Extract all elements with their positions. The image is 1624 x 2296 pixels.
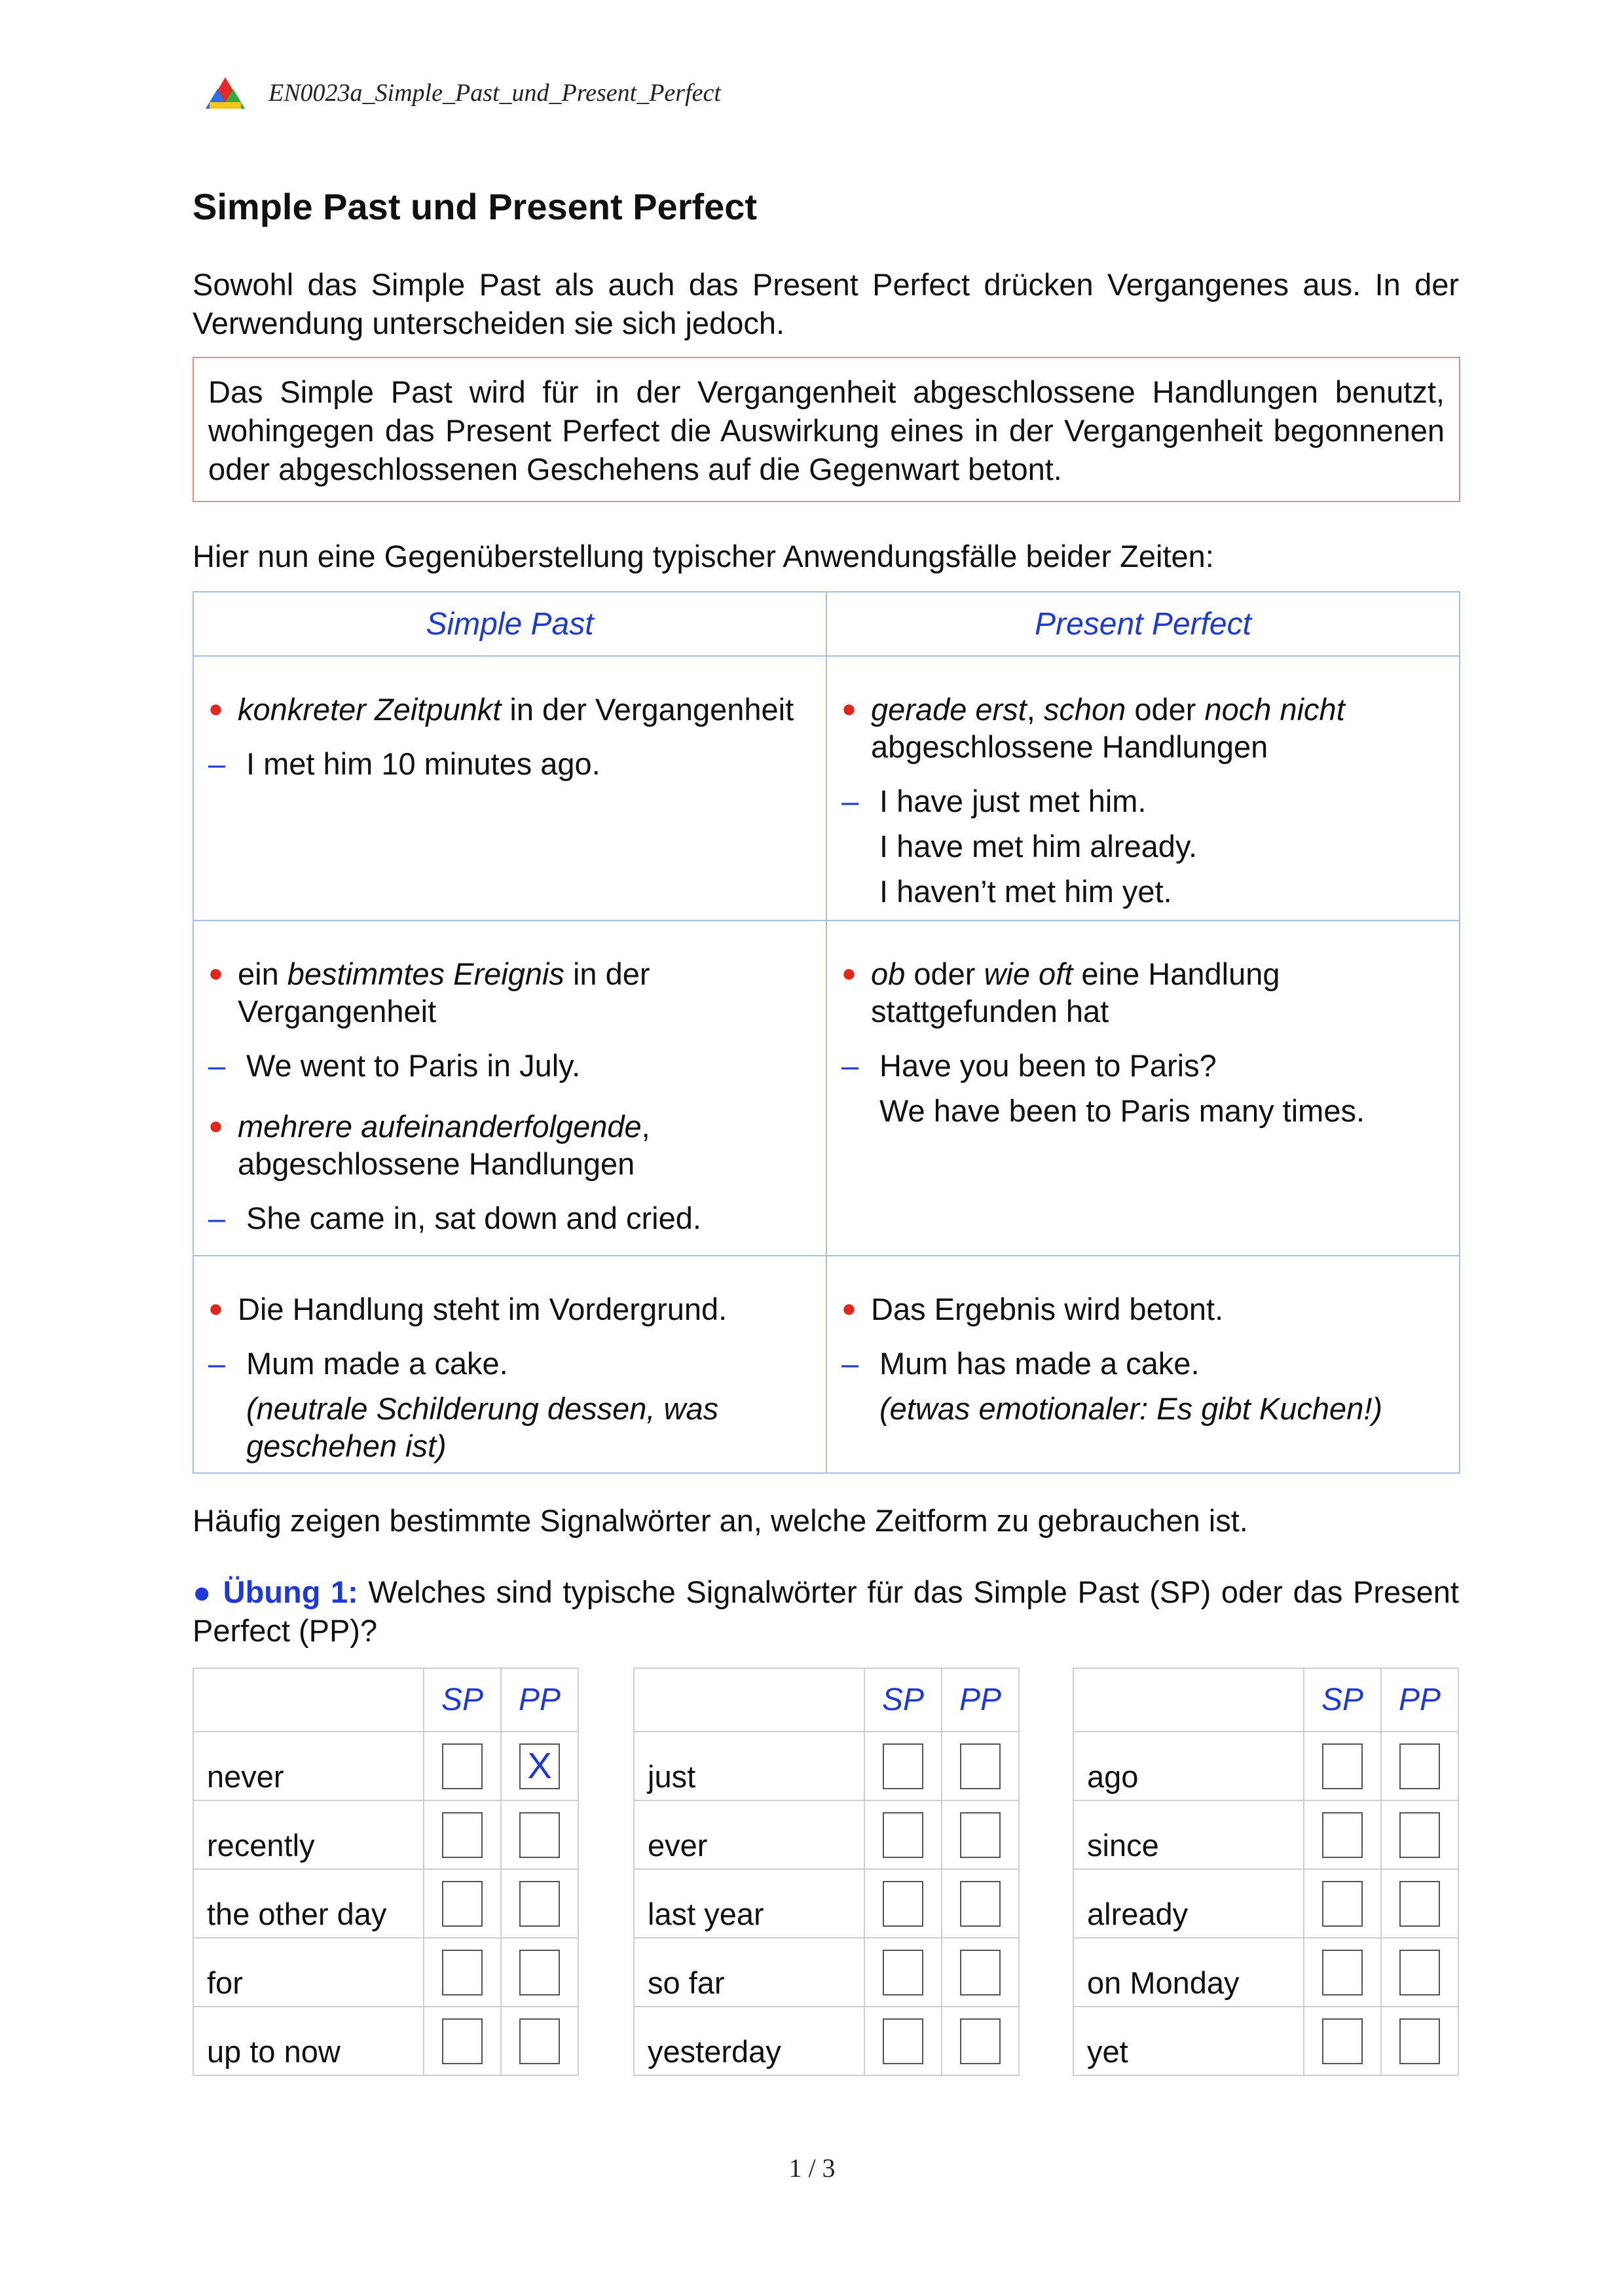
pp-checkbox[interactable] xyxy=(960,1812,1001,1858)
signal-word: already xyxy=(1073,1869,1304,1938)
example: – I have just met him. I have met him already. I haven’t met him yet. xyxy=(841,778,1445,914)
table-row xyxy=(634,1732,1019,1800)
sp-checkbox[interactable] xyxy=(1322,1743,1363,1789)
usage-rule: ● gerade erst, schon oder noch nicht abgeschlossene Handlungen xyxy=(841,692,1345,764)
column-header-simple-past: Simple Past xyxy=(193,592,826,656)
table-row xyxy=(193,1869,578,1938)
dash-icon: – xyxy=(208,1346,226,1381)
sp-checkbox[interactable] xyxy=(442,1950,483,1995)
dash-icon: – xyxy=(841,1346,859,1381)
signal-word: ago xyxy=(1073,1732,1304,1800)
bullet-icon: ● xyxy=(208,1295,223,1322)
table-row xyxy=(634,1938,1019,2007)
bullet-icon: ● xyxy=(208,960,223,987)
usage-rule: ● ob oder wie oft eine Handlung stattgefunden hat xyxy=(841,957,1280,1029)
signal-word: last year xyxy=(634,1869,864,1938)
pp-checkbox[interactable] xyxy=(1399,1743,1440,1789)
usage-rule: ● ein bestimmtes Ereignis in der Vergangenheit xyxy=(208,957,650,1029)
sp-checkbox[interactable] xyxy=(1322,1812,1363,1858)
table-row xyxy=(193,1800,578,1869)
pp-checkbox[interactable] xyxy=(960,1881,1001,1927)
sp-checkbox[interactable] xyxy=(883,1812,923,1858)
pp-checkbox[interactable] xyxy=(960,2018,1001,2064)
empty-header xyxy=(193,1668,424,1732)
intro-paragraph: Sowohl das Simple Past als auch das Present Perfect drücken Vergangenes aus. In der Verwendung unterscheiden sie sich jedoch. xyxy=(193,267,1459,340)
signal-word: yet xyxy=(1073,2007,1304,2075)
sp-checkbox[interactable] xyxy=(442,1812,483,1858)
comparison-cell xyxy=(826,920,1460,1256)
column-header-present-perfect: Present Perfect xyxy=(826,592,1460,656)
pp-checkbox[interactable] xyxy=(1399,1812,1440,1858)
usage-rule: ● Das Ergebnis wird betont. xyxy=(841,1292,1224,1326)
signal-word: recently xyxy=(193,1800,424,1869)
column-header-sp: SP xyxy=(424,1668,501,1732)
signal-word: ever xyxy=(634,1800,864,1869)
bullet-icon: ● xyxy=(841,960,857,987)
exercise-instruction: ● Übung 1: Welches sind typische Signalwörter für das Simple Past (SP) oder das Present Perfect (PP)? xyxy=(193,1575,1459,1648)
sp-checkbox[interactable] xyxy=(883,2018,923,2064)
signal-word-table xyxy=(1073,1667,1459,2076)
table-row xyxy=(634,1869,1019,1938)
comparison-cell xyxy=(826,1256,1460,1473)
signal-word: so far xyxy=(634,1938,864,2007)
pp-checkbox[interactable]: X xyxy=(519,1743,560,1789)
example: – I met him 10 minutes ago. xyxy=(208,741,811,786)
dash-icon: – xyxy=(841,1048,859,1083)
example: – Mum has made a cake. (etwas emotionaler: Es gibt Kuchen!) xyxy=(841,1341,1445,1427)
sp-checkbox[interactable] xyxy=(883,1743,923,1789)
comparison-intro: Hier nun eine Gegenüberstellung typischer Anwendungsfälle beider Zeiten: xyxy=(193,539,1214,574)
signal-word: yesterday xyxy=(634,2007,864,2075)
comparison-cell xyxy=(193,656,826,920)
signal-word-table xyxy=(193,1667,579,2076)
pp-checkbox[interactable] xyxy=(519,2018,560,2064)
pp-checkbox[interactable] xyxy=(1399,1950,1440,1995)
pp-checkbox[interactable] xyxy=(519,1812,560,1858)
example: – Have you been to Paris? We have been to Paris many times. xyxy=(841,1043,1445,1133)
pp-checkbox[interactable] xyxy=(960,1743,1001,1789)
signal-words-intro: Häufig zeigen bestimmte Signalwörter an, welche Zeitform zu gebrauchen ist. xyxy=(193,1503,1248,1538)
usage-rule: ● Die Handlung steht im Vordergrund. xyxy=(208,1292,728,1326)
page-number: 1 / 3 xyxy=(788,2153,836,2183)
sp-checkbox[interactable] xyxy=(442,1743,483,1789)
bullet-icon: ● xyxy=(208,1112,223,1140)
definition-box xyxy=(193,357,1460,502)
usage-rule: ● mehrere aufeinanderfolgende, abgeschlossene Handlungen xyxy=(208,1109,650,1181)
example: – We went to Paris in July. xyxy=(208,1043,811,1088)
comparison-cell xyxy=(826,656,1460,920)
column-header-sp: SP xyxy=(864,1668,942,1732)
usage-rule: ● konkreter Zeitpunkt in der Vergangenheit xyxy=(208,692,794,727)
page-title: Simple Past und Present Perfect xyxy=(193,186,758,227)
table-row xyxy=(634,1800,1019,1869)
pp-checkbox[interactable] xyxy=(519,1950,560,1995)
pp-checkbox[interactable] xyxy=(960,1950,1001,1995)
column-header-sp: SP xyxy=(1304,1668,1381,1732)
sp-checkbox[interactable] xyxy=(1322,1881,1363,1927)
table-row xyxy=(1073,1800,1458,1869)
example: – She came in, sat down and cried. xyxy=(208,1195,811,1241)
dash-icon: – xyxy=(208,1201,226,1235)
bullet-icon: ● xyxy=(208,695,223,723)
signal-word: since xyxy=(1073,1800,1304,1869)
table-row xyxy=(193,2007,578,2075)
sp-checkbox[interactable] xyxy=(883,1881,923,1927)
sp-checkbox[interactable] xyxy=(1322,1950,1363,1995)
column-header-pp: PP xyxy=(501,1668,578,1732)
table-row xyxy=(634,2007,1019,2075)
pp-checkbox[interactable] xyxy=(519,1881,560,1927)
table-row xyxy=(1073,1938,1458,2007)
table-row xyxy=(1073,1732,1458,1800)
table-row xyxy=(1073,2007,1458,2075)
signal-word: on Monday xyxy=(1073,1938,1304,2007)
exercise-label: ● Übung 1: xyxy=(193,1575,358,1609)
column-header-pp: PP xyxy=(1381,1668,1458,1732)
comparison-cell xyxy=(193,1256,826,1473)
signal-word: just xyxy=(634,1732,864,1800)
comparison-cell xyxy=(193,920,826,1256)
signal-word: for xyxy=(193,1938,424,2007)
table-row xyxy=(193,1938,578,2007)
signal-word: never xyxy=(193,1732,424,1800)
dash-icon: – xyxy=(208,746,226,781)
dash-icon: – xyxy=(208,1048,226,1083)
column-header-pp: PP xyxy=(942,1668,1019,1732)
logo-icon xyxy=(204,76,246,110)
pp-checkbox[interactable] xyxy=(1399,2018,1440,2064)
definition-text: Das Simple Past wird für in der Vergangenheit abgeschlossene Handlungen benutzt, wohingegen das Present Perfect die Auswirkung eines in der Vergangenheit begonnenen oder abgeschlossenen Geschehens auf die Gegenwart betont. xyxy=(208,374,1445,486)
dash-icon: – xyxy=(841,784,859,818)
empty-header xyxy=(634,1668,864,1732)
sp-checkbox[interactable] xyxy=(442,2018,483,2064)
sp-checkbox[interactable] xyxy=(1322,2018,1363,2064)
document-id: EN0023a_Simple_Past_und_Present_Perfect xyxy=(268,79,721,107)
example: – Mum made a cake. (neutrale Schilderung dessen, was geschehen ist) xyxy=(208,1341,811,1465)
comparison-table xyxy=(193,591,1460,1474)
bullet-icon: ● xyxy=(841,1295,857,1322)
pp-checkbox[interactable] xyxy=(1399,1881,1440,1927)
empty-header xyxy=(1073,1668,1304,1732)
bullet-icon: ● xyxy=(841,695,857,723)
sp-checkbox[interactable] xyxy=(883,1950,923,1995)
signal-word: the other day xyxy=(193,1869,424,1938)
signal-word-table xyxy=(633,1667,1020,2076)
sp-checkbox[interactable] xyxy=(442,1881,483,1927)
table-row xyxy=(1073,1869,1458,1938)
signal-word: up to now xyxy=(193,2007,424,2075)
table-row xyxy=(193,1732,578,1800)
page-header xyxy=(204,73,721,113)
